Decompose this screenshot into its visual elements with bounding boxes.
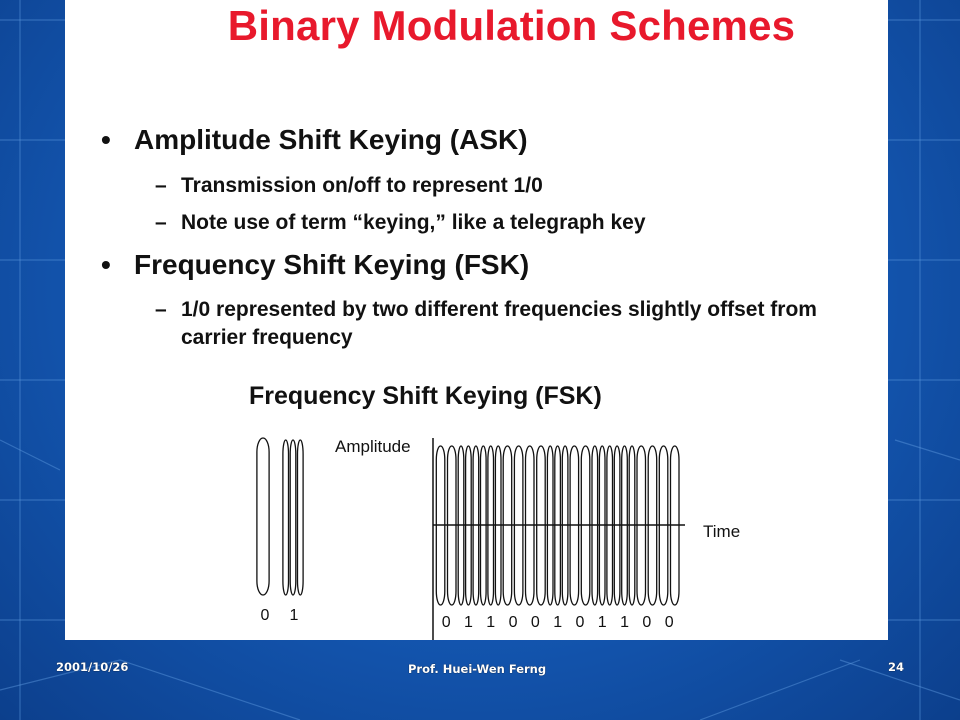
bullet-label: Frequency Shift Keying (FSK) [134,249,530,280]
sequence-bit-label: 0 [664,614,674,631]
bullet-marker: • [101,124,111,155]
bullet-ask [101,124,528,156]
sequence-bit-label: 1 [553,614,563,631]
sequence-bit-label: 0 [575,614,585,631]
bullet-fsk [101,249,529,281]
sub-bullet-text: 1/0 represented by two different frequencies slightly offset from carrier frequency [181,298,817,349]
sub-bullet [155,296,821,352]
footer-author: Prof. Huei-Wen Ferng [408,662,547,676]
footer-page-number: 24 [888,660,905,674]
y-axis-label: Amplitude [335,437,411,456]
sequence-bit-label: 0 [530,614,540,631]
sequence-bit-label: 1 [597,614,607,631]
sub-marker: – [155,174,167,197]
sequence-bit-label: 0 [642,614,652,631]
fsk-diagram [65,420,888,640]
bullet-marker: • [101,249,111,280]
legend-waveforms [257,438,303,595]
sub-marker: – [155,211,167,234]
slide-content [65,0,888,640]
sequence-bit-label: 0 [441,614,451,631]
legend-bit-label: 0 [260,607,270,624]
slide-title: Binary Modulation Schemes [227,2,796,49]
sequence-bit-label: 0 [508,614,518,631]
legend-wave-1 [290,440,296,595]
figure-title: Frequency Shift Keying (FSK) [249,382,602,410]
sequence-bit-label: 1 [463,614,473,631]
legend-wave-1 [298,440,304,595]
bullet-label: Amplitude Shift Keying (ASK) [134,124,528,155]
sub-marker: – [155,298,167,321]
sequence-bit-label: 1 [620,614,630,631]
legend-bit-label: 1 [289,607,299,624]
legend-wave-0 [257,438,269,595]
x-axis-label: Time [703,522,741,541]
footer-date: 2001/10/26 [56,660,129,674]
legend-wave-1 [283,440,289,595]
sub-bullet [155,209,821,237]
sub-bullet [155,172,821,200]
sub-bullet-text: Note use of term “keying,” like a telegraph key [181,211,646,234]
sub-bullet-text: Transmission on/off to represent 1/0 [181,174,543,197]
sequence-bit-label: 1 [486,614,496,631]
